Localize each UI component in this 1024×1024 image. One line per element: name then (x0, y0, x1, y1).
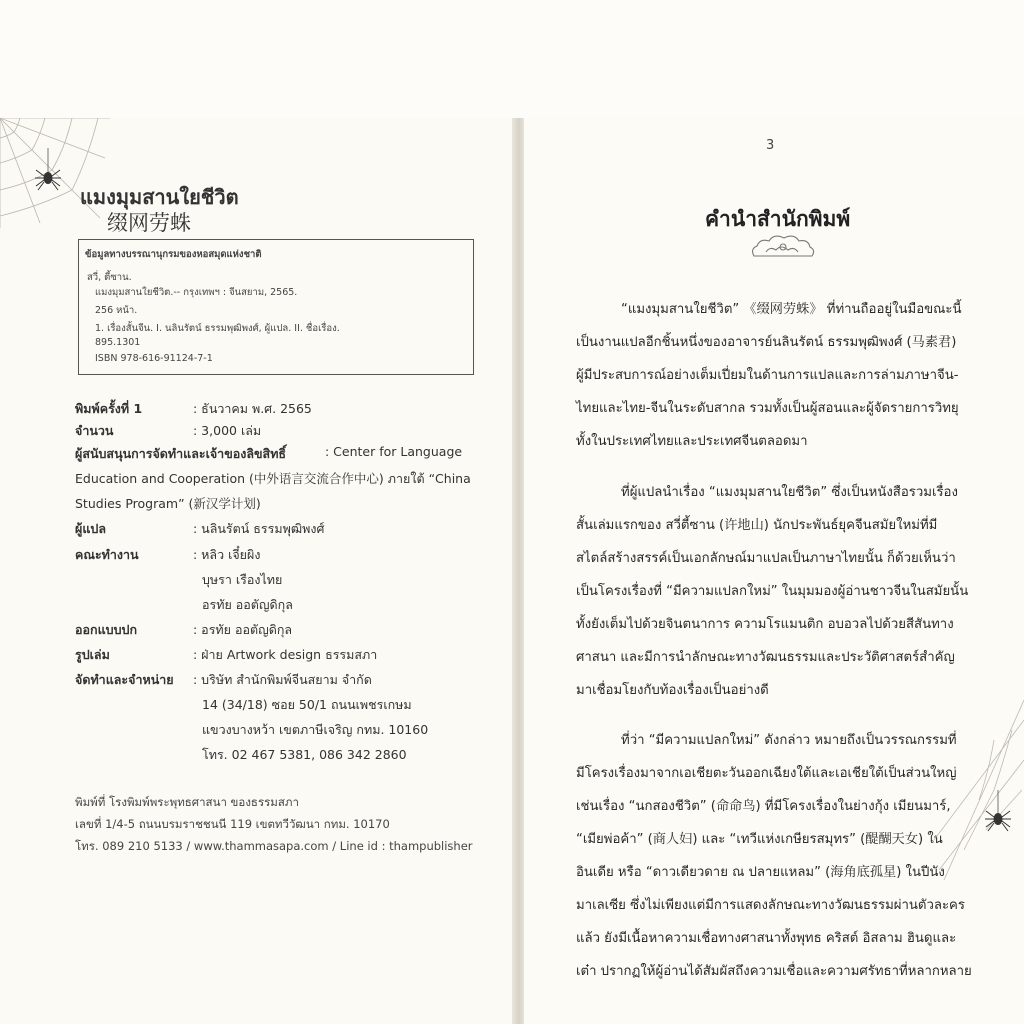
sponsor-label: ผู้สนับสนุนการจัดทำและเจ้าของลิขสิทธิ์ (75, 446, 287, 461)
text-line: แล้ว ยังมีเนื้อหาความเชื่อทางศาสนาทั้งพุทธ คริสต์ อิสลาม ฮินดูและ (576, 931, 957, 946)
layout-value: : ฝ่าย Artwork design ธรรมสภา (193, 647, 378, 662)
text-line: เช่นเรื่อง “นกสองชีวิต” (命命鸟) ที่มีโครงเรื่องในย่างกุ้ง เมียนมาร์, (576, 799, 951, 814)
text-line: ที่ว่า “มีความแปลกใหม่” ดังกล่าว หมายถึงเป็นวรรณกรรมที่ (621, 733, 957, 748)
team-label: คณะทำงาน (75, 547, 139, 562)
quantity-label: จำนวน (75, 423, 114, 438)
text-line: ผู้มีประสบการณ์อย่างเต็มเปี่ยมในด้านการแปลและการล่ามภาษาจีน- (576, 368, 959, 383)
book-title-thai: แมงมุมสานใยชีวิต (80, 185, 239, 209)
translator-label: ผู้แปล (75, 521, 106, 536)
text-line: “แมงมุมสานใยชีวิต” 《缀网劳蛛》 ที่ท่านถืออยู่ในมือขณะนี้ (621, 302, 962, 317)
text-line: “เมียพ่อค้า” (商人妇) และ “เทวีแห่งเกษียรสมุทร” (醍醐天女) ใน (576, 832, 943, 847)
printing-value: : ธันวาคม พ.ศ. 2565 (193, 401, 312, 416)
text-line: เป็นโครงเรื่องที่ “มีความแปลกใหม่” ในมุมมองผู้อ่านชาวจีนในสมัยนั้น (576, 584, 969, 599)
text-line: มาเลเซีย ซึ่งไม่เพียงแต่มีการแสดงลักษณะทางวัฒนธรรมผ่านตัวละคร (576, 898, 965, 913)
cip-line: ISBN 978-616-91124-7-1 (95, 353, 213, 364)
cip-header: ข้อมูลทางบรรณานุกรมของหอสมุดแห่งชาติ (85, 249, 262, 260)
distributor-line: แขวงบางหว้า เขตภาษีเจริญ กทม. 10160 (202, 722, 429, 737)
distributor-line: 14 (34/18) ซอย 50/1 ถนนเพชรเกษม (202, 697, 412, 712)
quantity-value: : 3,000 เล่ม (193, 423, 262, 438)
cloud-ornament-icon (748, 232, 818, 264)
distributor-line: : บริษัท สำนักพิมพ์จีนสยาม จำกัด (193, 672, 372, 687)
text-line: ศาสนา และมีการนำลักษณะทางวัฒนธรรมและประวัติศาสตร์สำคัญ (576, 650, 955, 665)
printer-contact: โทร. 089 210 5133 / www.thammasapa.com / Line id : thampublisher (75, 839, 473, 853)
page-heading: คำนำสำนักพิมพ์ (705, 207, 851, 231)
cip-line: แมงมุมสานใยชีวิต.-- กรุงเทพฯ : จีนสยาม, 2565. (95, 287, 298, 298)
spider-web-icon (934, 700, 1024, 880)
distributor-line: โทร. 02 467 5381, 086 342 2860 (202, 747, 407, 762)
printer-address: เลขที่ 1/4-5 ถนนบรมราชชนนี 119 เขตทวีวัฒนา กทม. 10170 (75, 817, 390, 831)
sponsor-line-3: Studies Program” (新汉学计划) (75, 496, 261, 511)
cip-line: 895.1301 (95, 337, 141, 348)
team-member: บุษรา เรืองไทย (202, 572, 283, 587)
page-number: 3 (766, 138, 775, 153)
cip-line: 1. เรื่องสั้นจีน. I. นลินรัตน์ ธรรมพุฒิพงศ์, ผู้แปล. II. ชื่อเรื่อง. (95, 323, 340, 334)
cip-box (78, 239, 474, 375)
book-title-chinese: 缀网劳蛛 (107, 211, 191, 235)
team-member: อรทัย ออตัญดิกุล (202, 597, 293, 612)
cip-line: 256 หน้า. (95, 305, 138, 316)
cover-value: : อรทัย ออตัญดิกุล (193, 622, 293, 637)
text-line: อินเดีย หรือ “ดาวเดียวดาย ณ ปลายแหลม” (海角底孤星) ในปีนัง (576, 865, 945, 880)
text-line: เป็นงานแปลอีกชิ้นหนึ่งของอาจารย์นลินรัตน์ ธรรมพุฒิพงศ์ (马素君) (576, 335, 957, 350)
text-line: ที่ผู้แปลนำเรื่อง “แมงมุมสานใยชีวิต” ซึ่งเป็นหนังสือรวมเรื่อง (621, 485, 958, 500)
team-member: : หลิว เจี๋ยผิง (193, 547, 261, 562)
text-line: ทั้งยังเต็มไปด้วยจินตนาการ ความโรแมนติก อบอวลไปด้วยสีสันทาง (576, 617, 954, 632)
text-line: มาเชื่อมโยงกับท้องเรื่องเป็นอย่างดี (576, 683, 769, 698)
distributor-label: จัดทำและจำหน่าย (75, 672, 174, 687)
text-line: สไตล์สร้างสรรค์เป็นเอกลักษณ์มาแปลเป็นภาษาไทยนั้น ก็ด้วยเห็นว่า (576, 551, 956, 566)
sponsor-line-2: Education and Cooperation (中外语言交流合作中心) ภายใต้ “China (75, 471, 471, 486)
text-line: สั้นเล่มแรกของ สวี่ตี้ซาน (许地山) นักประพันธ์ยุคจีนสมัยใหม่ที่มี (576, 518, 938, 533)
cover-label: ออกแบบปก (75, 622, 138, 637)
printer-line: พิมพ์ที่ โรงพิมพ์พระพุทธศาสนา ของธรรมสภา (75, 795, 299, 809)
translator-value: : นลินรัตน์ ธรรมพุฒิพงศ์ (193, 521, 325, 536)
text-line: ทั้งในประเทศไทยและประเทศจีนตลอดมา (576, 434, 808, 449)
sponsor-line-1: : Center for Language (325, 444, 463, 459)
text-line: เต๋า ปรากฏให้ผู้อ่านได้สัมผัสถึงความเชื่อและความศรัทธาที่หลากหลาย (576, 964, 972, 979)
text-line: มีโครงเรื่องมาจากเอเชียตะวันออกเฉียงใต้และเอเชียใต้เป็นส่วนใหญ่ (576, 766, 957, 781)
layout-label: รูปเล่ม (75, 647, 110, 662)
text-line: ไทยและไทย-จีนในระดับสากล รวมทั้งเป็นผู้สอนและผู้จัดรายการวิทยุ (576, 401, 959, 416)
printing-label: พิมพ์ครั้งที่ 1 (75, 401, 143, 416)
cip-line: สวี่, ตี้ซาน. (87, 272, 132, 283)
